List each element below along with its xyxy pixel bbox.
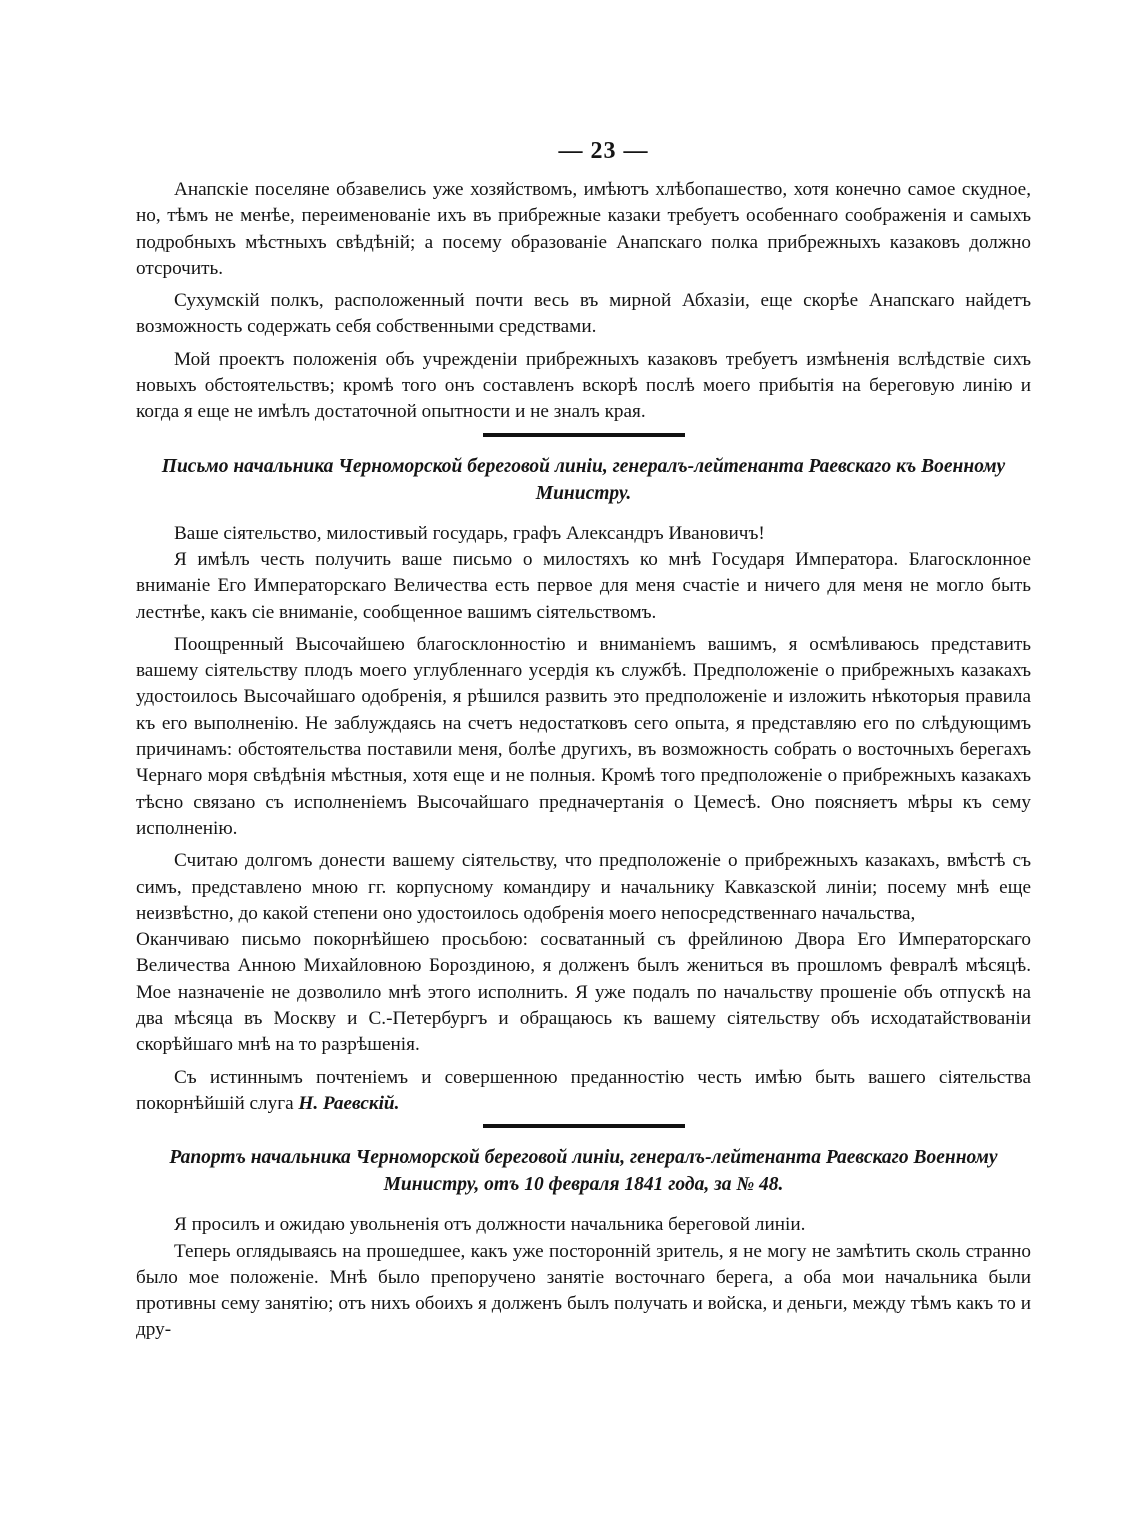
page-number: — 23 — [558,138,649,164]
paragraph: Оканчиваю письмо покорнѣйшею просьбою: сосватанный съ фрейлиною Двора Его Императорскаго Величества Анною Михайловною Бороздиною, я долженъ былъ жениться въ прошломъ февралѣ мѣсяцѣ. Мое назначеніе не дозволило мнѣ этого исполнить. Я уже подалъ по начальству прошеніе объ отпускѣ на два мѣсяца въ Москву и С.-Петербургъ и обращаюсь къ вашему сіятельству объ исходатайствованіи скорѣйшаго мнѣ на то разрѣшенія. [136,929,1031,1056]
paragraph: Анапскіе поселяне обзавелись уже хозяйствомъ, имѣютъ хлѣбопашество, хотя конечно самое скудное, но, тѣмъ не менѣе, переименованіе ихъ въ прибрежные казаки требуетъ особеннаго соображенія и самыхъ подробныхъ мѣстныхъ свѣдѣній; а посему образованіе Анапскаго полка прибрежныхъ казаковъ должно отсрочить. [136,179,1031,279]
section-report [136,1144,1031,1343]
section-anapa-sukhum [136,177,1031,426]
report-title: Рапортъ начальника Черноморской береговой линіи, генералъ-лейтенанта Раевскаго Военному Министру, отъ 10 февраля 1841 года, за № 48. [169,1147,998,1196]
paragraph: Поощренный Высочайшею благосклонностію и вниманіемъ вашимъ, я осмѣливаюсь представить вашему сіятельству плодъ моего углубленнаго усердія къ службѣ. Предположеніе о прибрежныхъ казакахъ удостоилось Высочайшаго одобренія, я рѣшился развить это предположеніе и изложить нѣкоторыя правила къ его выполненію. Не заблуждаясь на счетъ недостатковъ сего опыта, я представляю его по слѣдующимъ причинамъ: обстоятельства поставили меня, болѣе другихъ, въ возможность собрать о восточныхъ берегахъ Чернаго моря свѣдѣнія мѣстныя, хотя еще и не полныя. Кромѣ того предположеніе о прибрежныхъ казакахъ тѣсно связано съ исполненіемъ Высочайшаго предначертанія о Цемесѣ. Оно поясняетъ мѣры къ сему исполненію. [136,633,1031,839]
paragraph: Я имѣлъ честь получить ваше письмо о милостяхъ ко мнѣ Государя Императора. Благосклонное вниманіе Его Императорскаго Величества есть первое для меня счастіе и ничего для меня не могло быть лестнѣе, какъ сіе вниманіе, сообщенное вашимъ сіятельствомъ. [136,548,1031,623]
paragraph: Считаю долгомъ донести вашему сіятельству, что предположеніе о прибрежныхъ казакахъ, вмѣстѣ съ симъ, представлено мною гг. корпусному командиру и начальнику Кавказской линіи; посему мнѣ еще неизвѣстно, до какой степени оно удостоилось одобренія моего непосредственнаго начальства, [136,850,1031,924]
paragraph: Мой проектъ положенія объ учрежденіи прибрежныхъ казаковъ требуетъ измѣненія вслѣдствіе сихъ новыхъ обстоятельствъ; кромѣ того онъ составленъ вскорѣ послѣ моего прибытія на береговую линію и когда я еще не имѣлъ достаточной опытности и не зналъ края. [136,348,1031,423]
book-page [136,138,1031,1344]
letter-salutation: Ваше сіятельство, милостивый государь, графъ Александръ Ивановичъ! [174,522,765,544]
paragraph: Теперь оглядываясь на прошедшее, какъ уже посторонній зритель, я не могу не замѣтить сколь странно было мое положеніе. Мнѣ было препоручено занятіе восточнаго берега, а оба мои начальника были противны сему занятію; отъ нихъ обоихъ я долженъ былъ получать и войска, и деньги, между тѣмъ какъ то и дру- [136,1240,1031,1341]
section-letter [136,453,1031,1118]
section-divider [483,1124,685,1128]
letter-title: Письмо начальника Черноморской береговой линіи, генералъ-лейтенанта Раевскаго къ Военному Министру. [161,455,1006,504]
signature: Н. Раевскій. [298,1092,400,1114]
section-divider [483,433,685,437]
paragraph: Сухумскій полкъ, расположенный почти весь въ мирной Абхазіи, еще скорѣе Анапскаго найдетъ возможность содержать себя собственными средствами. [136,290,1031,338]
closing-text: Съ истиннымъ почтеніемъ и совершенною преданностію честь имѣю быть вашего сіятельства покорнѣйшій слуга [136,1066,1031,1114]
paragraph: Я просилъ и ожидаю увольненія отъ должности начальника береговой линіи. [174,1214,806,1236]
letter-closing [136,1065,1031,1118]
